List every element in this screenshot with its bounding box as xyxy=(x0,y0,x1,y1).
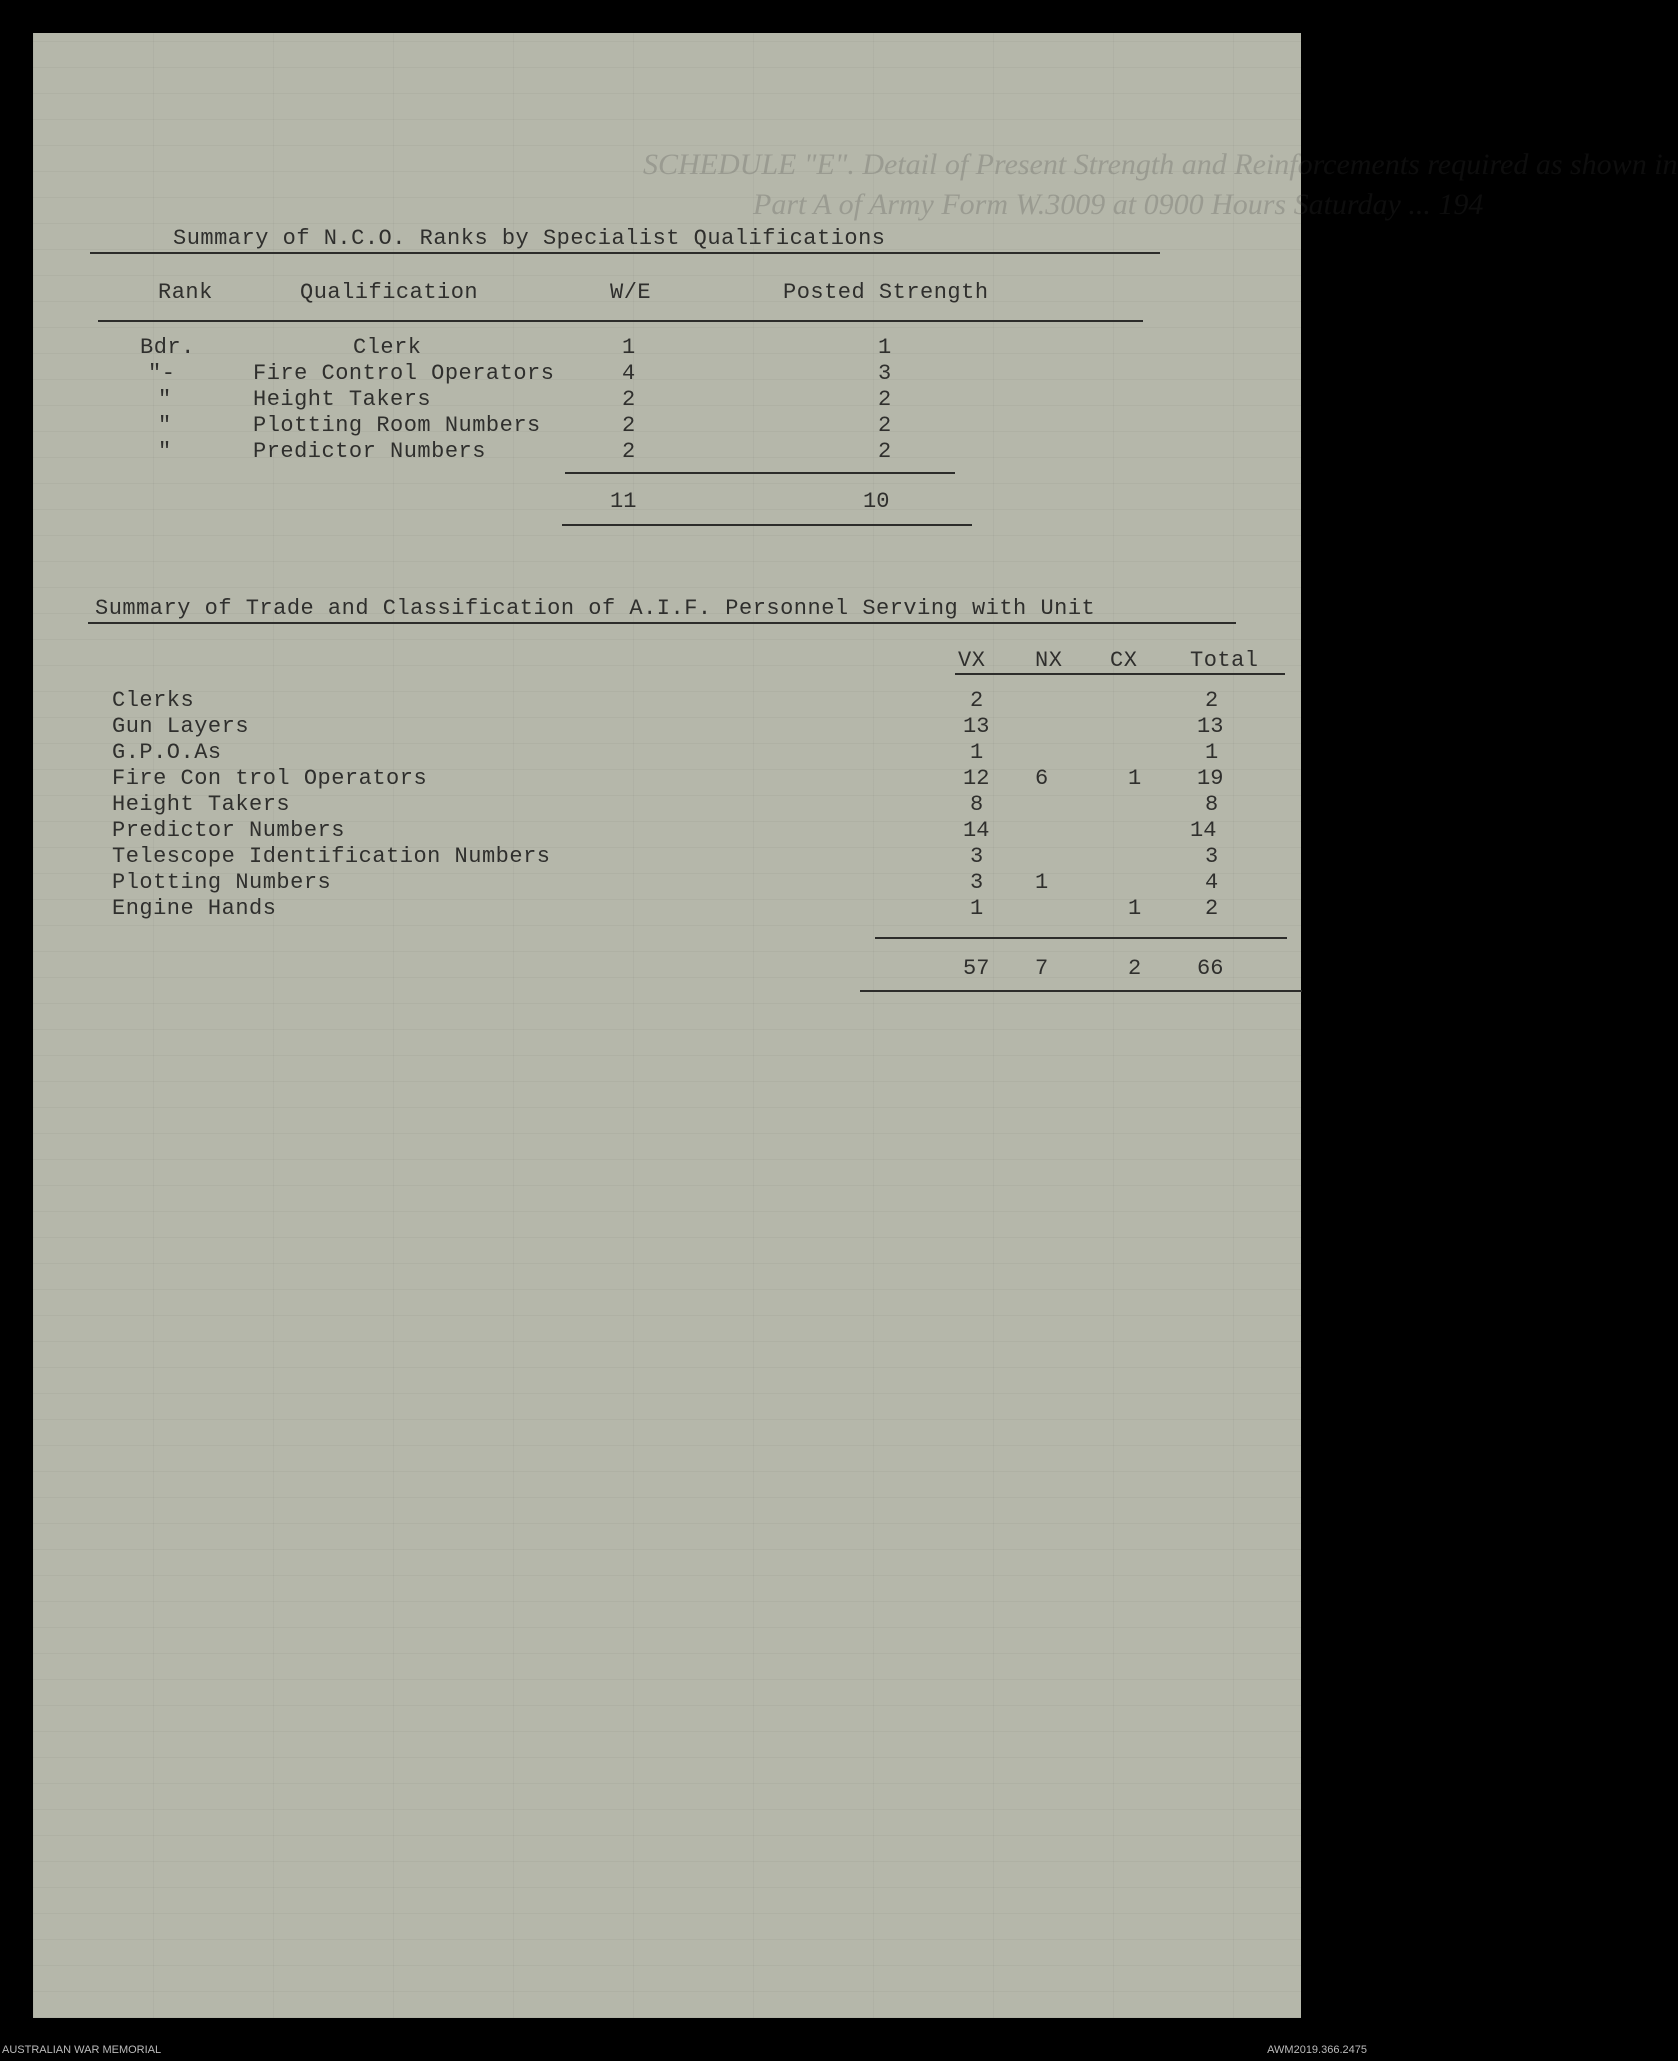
nco-row-rank: "- xyxy=(148,361,176,386)
nco-row-posted: 1 xyxy=(878,335,892,360)
nco-row-rank: " xyxy=(158,387,172,412)
trade-row-total: 13 xyxy=(1197,714,1224,739)
trade-header-rule xyxy=(955,673,1285,675)
footer-accession-number: AWM2019.366.2475 xyxy=(1267,2044,1367,2056)
trade-row-vx: 12 xyxy=(963,766,990,791)
trade-row-name: Gun Layers xyxy=(112,714,250,739)
trade-row-name: Engine Hands xyxy=(112,896,277,921)
nco-header-rule xyxy=(98,320,1143,322)
trade-header-nx: NX xyxy=(1035,648,1063,673)
nco-row-rank: " xyxy=(158,439,172,464)
nco-subtotal-rule xyxy=(565,472,955,474)
nco-header-we: W/E xyxy=(610,280,652,305)
nco-row-qualification: Plotting Room Numbers xyxy=(253,413,541,438)
trade-row-name: Height Takers xyxy=(112,792,291,817)
ghost-heading-line-2: Part A of Army Form W.3009 at 0900 Hours Saturday ... 194 xyxy=(753,188,1484,221)
trade-title-rule xyxy=(88,622,1236,624)
trade-row-total: 1 xyxy=(1205,740,1219,765)
nco-total-rule xyxy=(562,524,972,526)
trade-row-vx: 1 xyxy=(970,740,984,765)
nco-row-we: 1 xyxy=(622,335,636,360)
trade-subtotal-rule xyxy=(875,937,1287,939)
footer-institution: AUSTRALIAN WAR MEMORIAL xyxy=(2,2044,162,2056)
trade-row-total: 19 xyxy=(1197,766,1224,791)
trade-row-name: Plotting Numbers xyxy=(112,870,332,895)
trade-row-vx: 14 xyxy=(963,818,990,843)
trade-row-vx: 3 xyxy=(970,870,984,895)
trade-row-vx: 3 xyxy=(970,844,984,869)
trade-row-nx: 6 xyxy=(1035,766,1049,791)
nco-row-qualification: Predictor Numbers xyxy=(253,439,486,464)
nco-header-posted: Posted Strength xyxy=(783,280,989,305)
trade-row-total: 2 xyxy=(1205,896,1219,921)
trade-header-vx: VX xyxy=(958,648,986,673)
trade-row-name: Clerks xyxy=(112,688,195,713)
nco-row-we: 2 xyxy=(622,387,636,412)
trade-row-name: Predictor Numbers xyxy=(112,818,345,843)
nco-summary-title: Summary of N.C.O. Ranks by Specialist Qualifications xyxy=(173,226,886,251)
trade-row-total: 2 xyxy=(1205,688,1219,713)
nco-row-rank: Bdr. xyxy=(140,335,195,360)
nco-row-we: 4 xyxy=(622,361,636,386)
nco-row-qualification: Clerk xyxy=(353,335,422,360)
nco-row-we: 2 xyxy=(622,439,636,464)
trade-total-rule xyxy=(860,990,1302,992)
ghost-heading-line-1: SCHEDULE "E". Detail of Present Strength and Reinforcements required as shown in xyxy=(643,148,1678,181)
trade-total-cx: 2 xyxy=(1128,956,1142,981)
nco-total-posted: 10 xyxy=(863,489,890,514)
nco-title-rule xyxy=(90,252,1160,254)
trade-total-vx: 57 xyxy=(963,956,990,981)
trade-header-cx: CX xyxy=(1110,648,1138,673)
nco-header-qualification: Qualification xyxy=(300,280,479,305)
nco-row-rank: " xyxy=(158,413,172,438)
trade-row-total: 3 xyxy=(1205,844,1219,869)
trade-row-name: Fire Con trol Operators xyxy=(112,766,428,791)
trade-header-total: Total xyxy=(1190,648,1259,673)
trade-row-vx: 8 xyxy=(970,792,984,817)
nco-row-posted: 2 xyxy=(878,439,892,464)
nco-row-posted: 2 xyxy=(878,387,892,412)
nco-row-posted: 2 xyxy=(878,413,892,438)
trade-row-nx: 1 xyxy=(1035,870,1049,895)
trade-row-name: G.P.O.As xyxy=(112,740,222,765)
nco-row-we: 2 xyxy=(622,413,636,438)
trade-row-total: 4 xyxy=(1205,870,1219,895)
trade-total-nx: 7 xyxy=(1035,956,1049,981)
trade-row-vx: 2 xyxy=(970,688,984,713)
nco-header-rank: Rank xyxy=(158,280,213,305)
trade-total-total: 66 xyxy=(1197,956,1224,981)
trade-row-total: 8 xyxy=(1205,792,1219,817)
nco-row-posted: 3 xyxy=(878,361,892,386)
trade-row-cx: 1 xyxy=(1128,896,1142,921)
trade-row-total: 14 xyxy=(1190,818,1217,843)
trade-row-cx: 1 xyxy=(1128,766,1142,791)
nco-row-qualification: Height Takers xyxy=(253,387,432,412)
nco-row-qualification: Fire Control Operators xyxy=(253,361,555,386)
trade-summary-title: Summary of Trade and Classification of A.I.F. Personnel Serving with Unit xyxy=(95,596,1096,621)
trade-row-vx: 13 xyxy=(963,714,990,739)
document-page xyxy=(33,33,1678,2018)
trade-row-name: Telescope Identification Numbers xyxy=(112,844,551,869)
nco-total-we: 11 xyxy=(610,489,637,514)
trade-row-vx: 1 xyxy=(970,896,984,921)
